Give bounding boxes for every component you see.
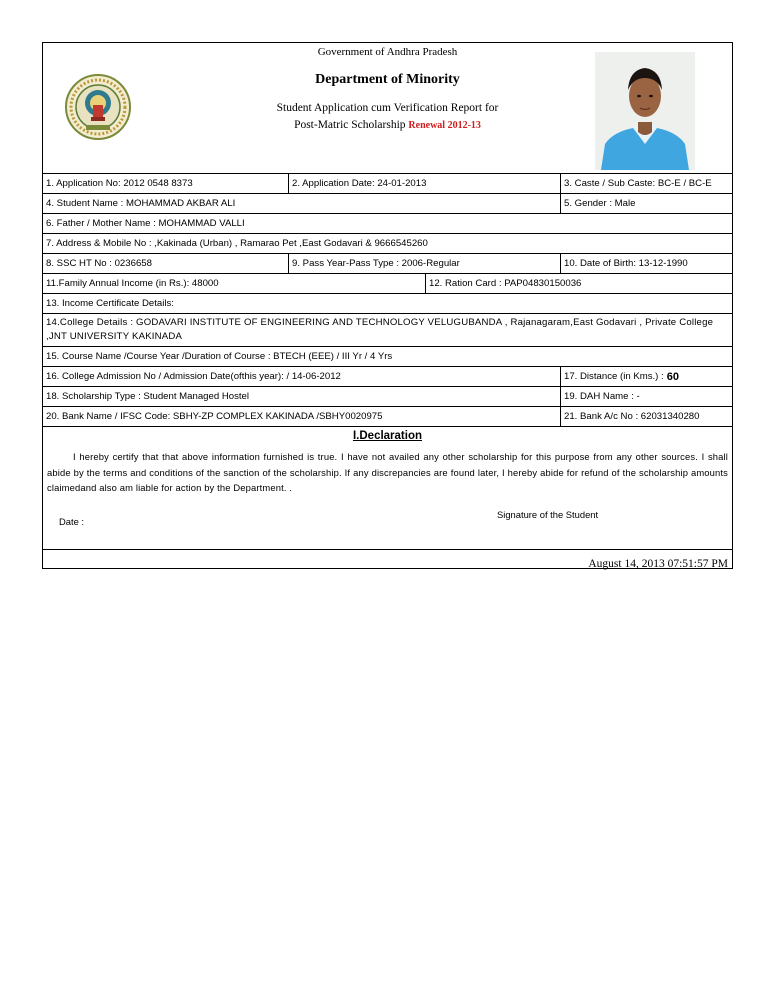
distance-value: 60 — [666, 370, 679, 383]
pass-year: 9. Pass Year-Pass Type : 2006-Regular — [289, 254, 561, 273]
row-income-certificate — [43, 294, 732, 314]
timestamp: August 14, 2013 07:51:57 PM — [588, 558, 728, 570]
row-ssc — [43, 254, 732, 274]
row-income — [43, 274, 732, 294]
family-income: 11.Family Annual Income (in Rs.): 48000 — [43, 274, 426, 293]
distance — [561, 367, 732, 386]
ration-card: 12. Ration Card : PAP04830150036 — [429, 278, 582, 289]
row-course — [43, 347, 732, 367]
row-college — [43, 314, 732, 347]
declaration-text: I hereby certify that that above information furnished is true. I have not availed any other scholarship for this purpose from any other sources. I shall abide by the terms and conditions of the sanction of the scholarship. If any discrepancies are found later, I hereby abide for refund of the scholarship amounts claimedand also am liable for action by the Department. . — [47, 451, 728, 493]
application-no: 1. Application No: 2012 0548 8373 — [43, 174, 289, 193]
scholarship-type: 18. Scholarship Type : Student Managed Hostel — [43, 387, 561, 406]
student-photo — [595, 52, 695, 170]
ssc-ht-no: 8. SSC HT No : 0236658 — [43, 254, 289, 273]
row-application — [43, 174, 732, 194]
application-report — [42, 42, 733, 569]
date-label: Date : — [59, 516, 85, 527]
bank-account: 21. Bank A/c No : 62031340280 — [564, 411, 700, 422]
address: 7. Address & Mobile No : ,Kakinada (Urban) , Ramarao Pet ,East Godavari & 9666545260 — [46, 238, 428, 249]
parent-name: 6. Father / Mother Name : MOHAMMAD VALLI — [46, 218, 245, 229]
row-bank — [43, 407, 732, 427]
bank-name: 20. Bank Name / IFSC Code: SBHY-ZP COMPLEX KAKINADA /SBHY0020975 — [43, 407, 561, 426]
caste: 3. Caste / Sub Caste: BC-E / BC-E — [564, 178, 712, 189]
admission: 16. College Admission No / Admission Date(ofthis year): / 14-06-2012 — [43, 367, 561, 386]
row-parent — [43, 214, 732, 234]
renewal-badge: Renewal 2012-13 — [408, 120, 481, 131]
report-header — [43, 43, 732, 174]
application-date: 2. Application Date: 24-01-2013 — [289, 174, 561, 193]
declaration-title: I.Declaration — [352, 430, 423, 442]
row-student — [43, 194, 732, 214]
date-of-birth: 10. Date of Birth: 13-12-1990 — [564, 258, 688, 269]
signature-label: Signature of the Student — [497, 509, 599, 520]
row-admission — [43, 367, 732, 387]
report-title: Student Application cum Verification Report for — [276, 102, 499, 114]
row-address — [43, 234, 732, 254]
course: 15. Course Name /Course Year /Duration of Course : BTECH (EEE) / III Yr / 4 Yrs — [46, 351, 393, 362]
government-title: Government of Andhra Pradesh — [317, 46, 458, 58]
college-details: 14.College Details : GODAVARI INSTITUTE OF ENGINEERING AND TECHNOLOGY VELUGUBANDA , Rajanagaram,East Godavari , Private College ,JNT UNIVERSITY KAKINADA — [46, 317, 714, 342]
gender: 5. Gender : Male — [564, 198, 636, 209]
declaration-section — [43, 427, 732, 550]
row-scholarship — [43, 387, 732, 407]
income-certificate: 13. Income Certificate Details: — [46, 298, 174, 309]
dah-name: 19. DAH Name : - — [564, 391, 640, 402]
student-name: 4. Student Name : MOHAMMAD AKBAR ALI — [43, 194, 561, 213]
department-title: Department of Minority — [315, 72, 460, 87]
distance-label: 17. Distance (in Kms.) : — [564, 371, 664, 382]
scholarship-type-title: Post-Matric Scholarship — [294, 119, 406, 131]
